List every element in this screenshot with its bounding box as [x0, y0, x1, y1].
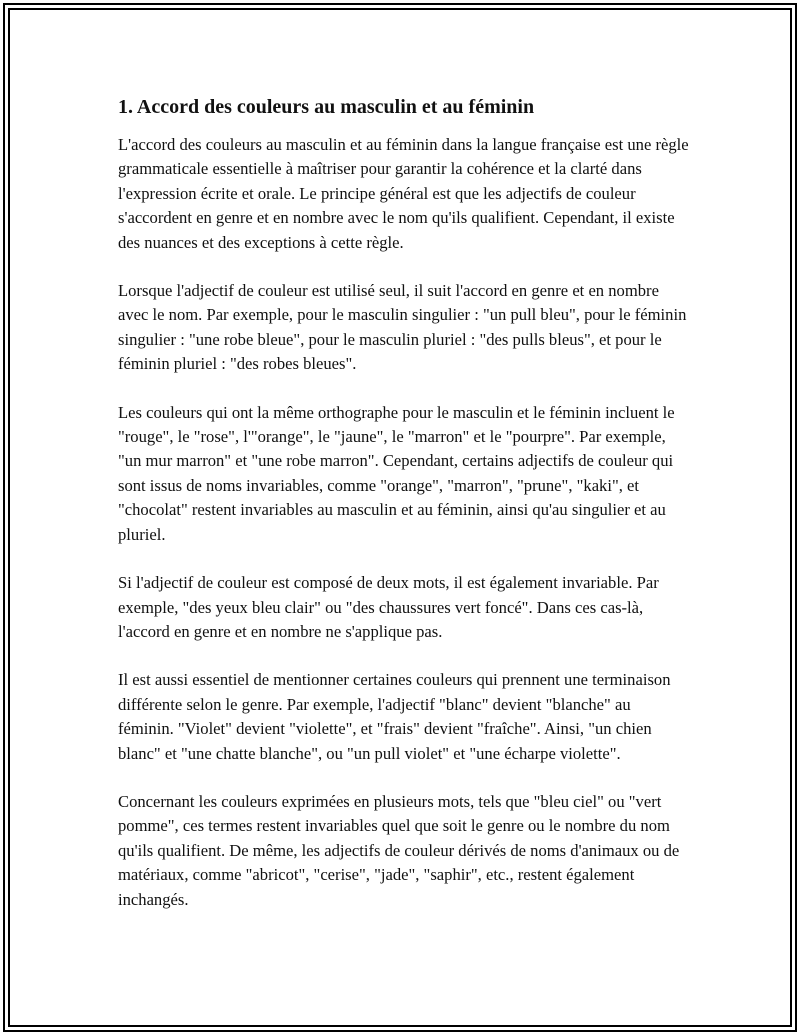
document-body [118, 95, 690, 912]
paragraph-same-spelling: Les couleurs qui ont la même orthographe pour le masculin et le féminin incluent le "rouge", le "rose", l'"orange", le "jaune", le "marron" et le "pourpre". Par exemple, "un mur marron" et "une robe marron". Cependant, certains adjectifs de couleur qui sont issus de noms invariables, comme "orange", "marron", "prune", "kaki", et "chocolat" restent invariables au masculin et au féminin, ainsi qu'au singulier et au pluriel. [118, 402, 675, 544]
paragraph-gender-endings: Il est aussi essentiel de mentionner certaines couleurs qui prennent une terminaison différente selon le genre. Par exemple, l'adjectif "blanc" devient "blanche" au féminin. "Violet" devient "violette", et "frais" devient "fraîche". Ainsi, "un chien blanc" et "une chatte blanche", ou "un pull violet" et "une écharpe violette". [118, 670, 671, 763]
paragraph-multiword-colors: Concernant les couleurs exprimées en plusieurs mots, tels que "bleu ciel" ou "vert pomme", ces termes restent invariables quel que soit le genre ou le nombre du nom qu'ils qualifient. De même, les adjectifs de couleur dérivés de noms d'animaux ou de matériaux, comme "abricot", "cerise", "jade", "saphir", etc., restent également inchangés. [118, 791, 680, 909]
page-title: 1. Accord des couleurs au masculin et au féminin [118, 96, 535, 118]
paragraph-compound-colors: Si l'adjectif de couleur est composé de deux mots, il est également invariable. Par exemple, "des yeux bleu clair" ou "des chaussures vert foncé". Dans ces cas-là, l'accord en genre et en nombre ne s'applique pas. [118, 573, 659, 641]
paragraph-intro: L'accord des couleurs au masculin et au féminin dans la langue française est une règle grammaticale essentielle à maîtriser pour garantir la cohérence et la clarté dans l'expression écrite et orale. Le principe général est que les adjectifs de couleur s'accordent en genre et en nombre avec le nom qu'ils qualifient. Cependant, il existe des nuances et des exceptions à cette règle. [118, 135, 689, 252]
paragraph-single-adjective: Lorsque l'adjectif de couleur est utilisé seul, il suit l'accord en genre et en nombre avec le nom. Par exemple, pour le masculin singulier : "un pull bleu", pour le féminin singulier : "une robe bleue", pour le masculin pluriel : "des pulls bleus", et pour le féminin pluriel : "des robes bleues". [118, 281, 687, 374]
